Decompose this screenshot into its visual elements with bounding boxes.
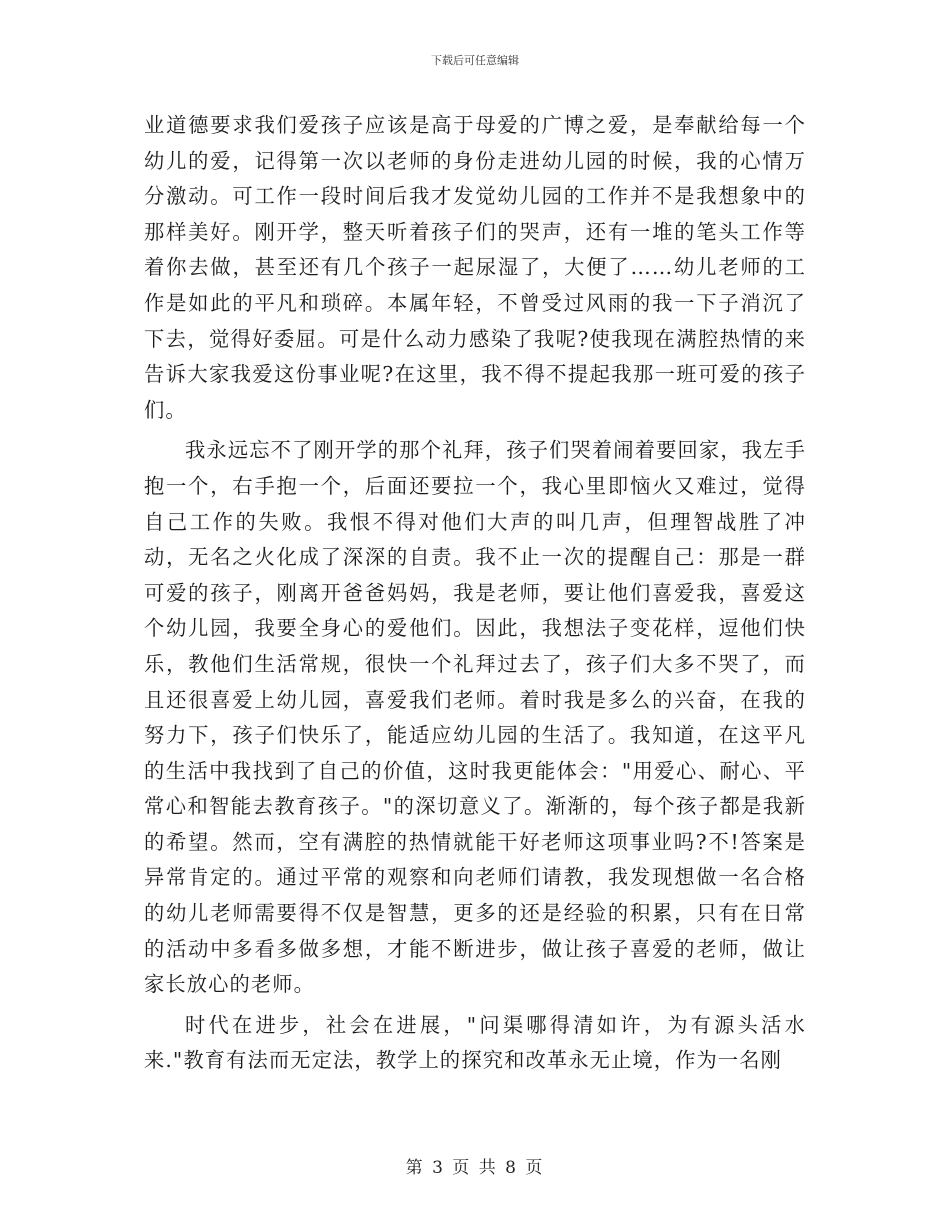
paragraph-times-progress: 时代在进步，社会在进展，"问渠哪得清如许，为有源头活水来."教育有法而无定法，教学上的探究和改革永无止境，作为一名刚 <box>144 1012 806 1073</box>
document-body <box>144 108 806 1084</box>
page-number-footer: 第 3 页 共 8 页 <box>405 1158 545 1178</box>
paragraph-continuation: 业道德要求我们爱孩子应该是高于母爱的广博之爱，是奉献给每一个幼儿的爱，记得第一次以老师的身份走进幼儿园的时候，我的心情万分激动。可工作一段时间后我才发觉幼儿园的工作并不是我想象中的那样美好。刚开学，整天听着孩子们的哭声，还有一堆的笔头工作等着你去做，甚至还有几个孩子一起尿湿了，大便了……幼儿老师的工作是如此的平凡和琐碎。本属年轻，不曾受过风雨的我一下子消沉了下去，觉得好委屈。可是什么动力感染了我呢?使我现在满腔热情的来告诉大家我爱这份事业呢?在这里，我不得不提起我那一班可爱的孩子们。 <box>144 113 806 422</box>
paragraph-first-week: 我永远忘不了刚开学的那个礼拜，孩子们哭着闹着要回家，我左手抱一个，右手抱一个，后面还要拉一个，我心里即恼火又难过，觉得自己工作的失败。我恨不得对他们大声的叫几声，但理智战胜了冲动，无名之火化成了深深的自责。我不止一次的提醒自己：那是一群可爱的孩子，刚离开爸爸妈妈，我是老师，要让他们喜爱我，喜爱这个幼儿园，我要全身心的爱他们。因此，我想法子变花样，逗他们快乐，教他们生活常规，很快一个礼拜过去了，孩子们大多不哭了，而且还很喜爱上幼儿园，喜爱我们老师。着时我是多么的兴奋，在我的努力下，孩子们快乐了，能适应幼儿园的生活了。我知道，在这平凡的生活中我找到了自己的价值，这时我更能体会："用爱心、耐心、平常心和智能去教育孩子。"的深切意义了。渐渐的，每个孩子都是我新的希望。然而，空有满腔的热情就能干好老师这项事业吗?不!答案是异常肯定的。通过平常的观察和向老师们请教，我发现想做一名合格的幼儿老师需要得不仅是智慧，更多的还是经验的积累，只有在日常的活动中多看多做多想，才能不断进步，做让孩子喜爱的老师，做让家长放心的老师。 <box>144 438 806 997</box>
page-header-note: 下载后可任意编辑 <box>431 54 519 67</box>
